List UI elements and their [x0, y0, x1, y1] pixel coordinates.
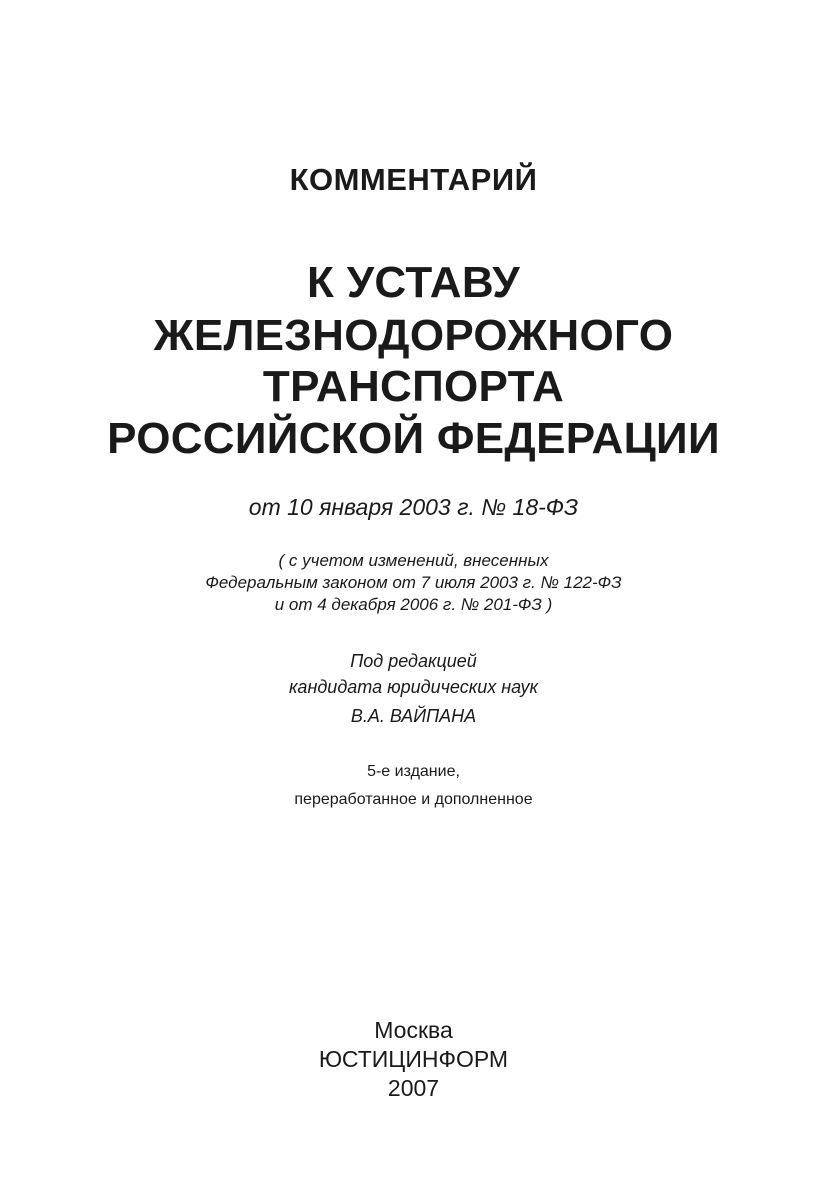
editor-degree: кандидата юридических наук — [288, 677, 539, 697]
amendments-line-1: ( с учетом изменений, внесенных — [278, 551, 549, 570]
amendments-line-2: Федеральным законом от 7 июля 2003 г. № 122-ФЗ — [205, 573, 622, 592]
edition-note: переработанное и дополненное — [294, 791, 533, 808]
book-title-line-3: ТРАНСПОРТА — [262, 362, 565, 411]
imprint-publisher: ЮСТИЦИНФОРМ — [318, 1046, 509, 1072]
book-heading: КОММЕНТАРИЙ — [289, 162, 538, 197]
book-title-line-2: ЖЕЛЕЗНОДОРОЖНОГО — [153, 311, 674, 360]
edition-number: 5-е издание, — [367, 763, 460, 780]
editor-label: Под редакцией — [350, 651, 477, 671]
book-title-line-1: К УСТАВУ — [307, 258, 520, 307]
imprint-year: 2007 — [387, 1075, 440, 1101]
imprint-city: Москва — [374, 1017, 453, 1043]
editor-name: В.А. ВАЙПАНА — [350, 706, 477, 726]
book-title-line-4: РОССИЙСКОЙ ФЕДЕРАЦИИ — [107, 414, 720, 463]
law-date: от 10 января 2003 г. № 18-ФЗ — [248, 494, 579, 520]
amendments-line-3: и от 4 декабря 2006 г. № 201-ФЗ ) — [274, 595, 553, 614]
